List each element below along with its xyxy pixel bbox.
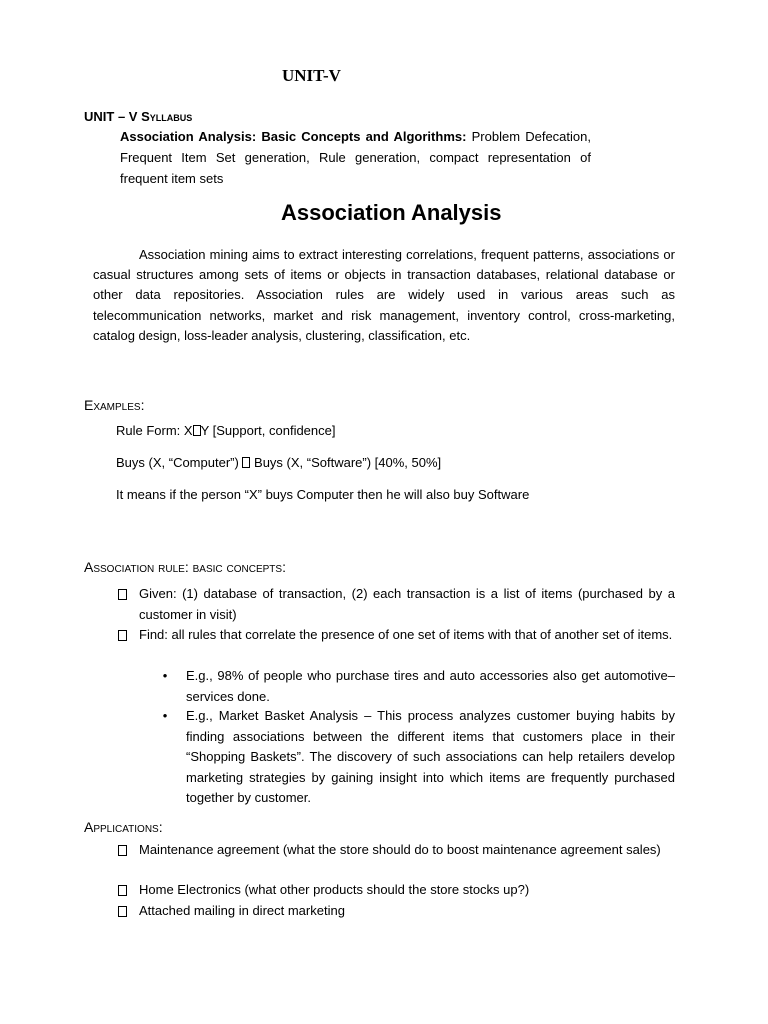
rule-form-suffix: Y [Support, confidence] <box>200 423 336 438</box>
syllabus-topic-rest: Problem Defecation, Frequent Item Set generation, Rule generation, compact representation of frequent item sets <box>120 129 591 186</box>
rule-form-prefix: Rule Form: X <box>116 423 193 438</box>
application-item: Maintenance agreement (what the store should do to boost maintenance agreement sales) <box>139 842 661 857</box>
bullet-box-icon <box>118 630 127 641</box>
syllabus-heading <box>84 109 192 124</box>
syllabus-heading-prefix: UNIT – V <box>84 109 142 124</box>
bullet-box-icon <box>118 906 127 917</box>
syllabus-topics <box>120 126 591 189</box>
concepts-heading: Association rule: basic concepts: <box>84 559 286 575</box>
buys-example-line <box>116 455 441 470</box>
sub-bullet-text: E.g., Market Basket Analysis – This process analyzes customer buying habits by finding associations between the different items that customers place in their “Shopping Baskets”. The discovery of such associations can help retailers develop marketing strategies by gaining insight into which items are frequently purchased together by customer. <box>186 708 675 806</box>
list-item <box>116 584 675 626</box>
arrow-placeholder-icon <box>193 425 201 436</box>
rule-form-line <box>116 423 336 438</box>
list-item <box>116 840 675 882</box>
bullet-box-icon <box>118 589 127 600</box>
concept-find: Find: all rules that correlate the presence of one set of items with that of another set of items. <box>139 627 673 642</box>
application-item: Attached mailing in direct marketing <box>139 903 345 918</box>
concept-given: Given: (1) database of transaction, (2) each transaction is a list of items (purchased by a customer in visit) <box>139 586 675 622</box>
unit-title: UNIT-V <box>282 66 341 85</box>
bullet-box-icon <box>118 885 127 896</box>
buys-suffix: Buys (X, “Software”) [40%, 50%] <box>250 455 442 470</box>
list-item <box>116 625 675 667</box>
list-item <box>116 901 675 922</box>
syllabus-topic-bold: Association Analysis: Basic Concepts and Algorithms: <box>120 129 467 144</box>
example-meaning: It means if the person “X” buys Computer then he will also buy Software <box>116 487 530 502</box>
intro-paragraph: Association mining aims to extract interesting correlations, frequent patterns, associations or casual structures among sets of items or objects in transaction databases, relational database or other data repositories. Association rules are widely used in various areas such as telecommunication networks, market and risk management, inventory control, cross-marketing, catalog design, loss-leader analysis, clustering, classification, etc. <box>93 247 675 343</box>
list-item <box>160 706 675 810</box>
page-title: Association Analysis <box>281 200 502 225</box>
bullet-dot-icon: • <box>162 708 168 723</box>
applications-heading: Applications: <box>84 819 163 835</box>
buys-prefix: Buys (X, “Computer”) <box>116 455 243 470</box>
bullet-box-icon <box>118 845 127 856</box>
application-item: Home Electronics (what other products should the store stocks up?) <box>139 882 530 897</box>
bullet-dot-icon: • <box>162 668 168 683</box>
syllabus-heading-word: Syllabus <box>141 109 193 124</box>
examples-heading: Examples: <box>84 397 145 413</box>
list-item <box>160 666 675 708</box>
list-item <box>116 880 675 901</box>
sub-bullet-text: E.g., 98% of people who purchase tires and auto accessories also get automotive– services done. <box>186 668 675 704</box>
